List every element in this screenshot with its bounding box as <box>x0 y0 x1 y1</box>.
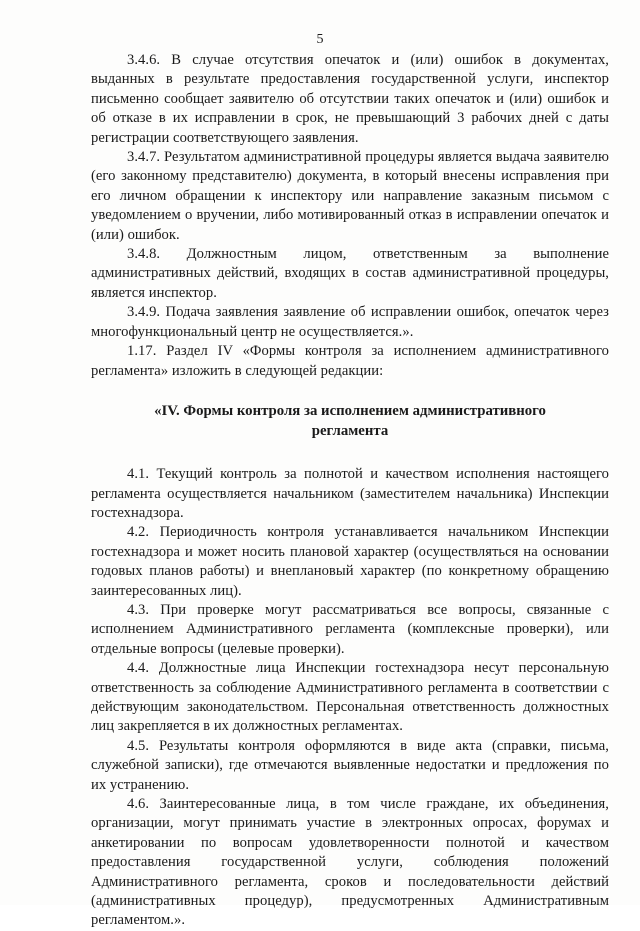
paragraph-4-2: 4.2. Периодичность контроля устанавливается начальником Инспекции гостехнадзора и может носить плановой характер (осуществляться на основании годовых планов работы) и внеплановый характер (по конкретному обращению заинтересованных лиц). <box>91 524 609 599</box>
paragraph-1-17: 1.17. Раздел IV «Формы контроля за исполнением административного регламента» изложить в следующей редакции: <box>91 343 609 379</box>
section-heading-line-1: «IV. Формы контроля за исполнением административного <box>154 402 546 419</box>
paragraph-4-1: 4.1. Текущий контроль за полнотой и качеством исполнения настоящего регламента осуществляется начальником (заместителем начальника) Инспекции гостехнадзора. <box>91 466 609 521</box>
paragraph-4-4: 4.4. Должностные лица Инспекции гостехнадзора несут персональную ответственность за соблюдение Административного регламента в соответствии с действующим законодательством. Персональная ответственность должностных лиц закрепляется в их должностных регламентах. <box>91 660 609 735</box>
paragraph-3-4-9: 3.4.9. Подача заявления заявление об исправлении ошибок, опечаток через многофункциональный центр не осуществляется.». <box>91 304 609 340</box>
paragraph-3-4-7: 3.4.7. Результатом административной процедуры является выдача заявителю (его законному представителю) документа, в который внесены исправления при его личном обращении к инспектору или направление заказным письмом с уведомлением о вручении, либо мотивированный отказ в исправлении опечаток и (или) ошибок. <box>91 149 609 243</box>
section-heading-line-2: регламента <box>311 422 389 439</box>
paragraph-4-5: 4.5. Результаты контроля оформляются в виде акта (справки, письма, служебной записки), где отмечаются выявленные недостатки и предложения по их устранению. <box>91 737 609 793</box>
document-body <box>91 51 609 931</box>
page-number: 5 <box>316 32 324 47</box>
paragraph-4-6: 4.6. Заинтересованные лица, в том числе граждане, их объединения, организации, могут принимать участие в электронных опросах, форумах и анкетировании по вопросам удовлетворенности полнотой и качеством предоставления государственной услуги, соблюдения положений Административного регламента, сроков и последовательности действий (административных процедур), предусмотренных Административным регламентом.». <box>91 796 609 929</box>
section-heading <box>91 402 609 441</box>
paragraph-3-4-8: 3.4.8. Должностным лицом, ответственным за выполнение административных действий, входящих в состав административной процедуры, является инспектор. <box>91 246 609 301</box>
paragraph-3-4-6: 3.4.6. В случае отсутствия опечаток и (или) ошибок в документах, выданных в результате предоставления государственной услуги, инспектор письменно сообщает заявителю об отсутствии таких опечаток и (или) ошибок и об отказе в их исправлении в срок, не превышающий 3 рабочих дней с даты регистрации соответствующего заявления. <box>91 52 609 146</box>
paragraph-4-3: 4.3. При проверке могут рассматриваться все вопросы, связанные с исполнением Административного регламента (комплексные проверки), или отдельные вопросы (целевые проверки). <box>91 601 609 657</box>
